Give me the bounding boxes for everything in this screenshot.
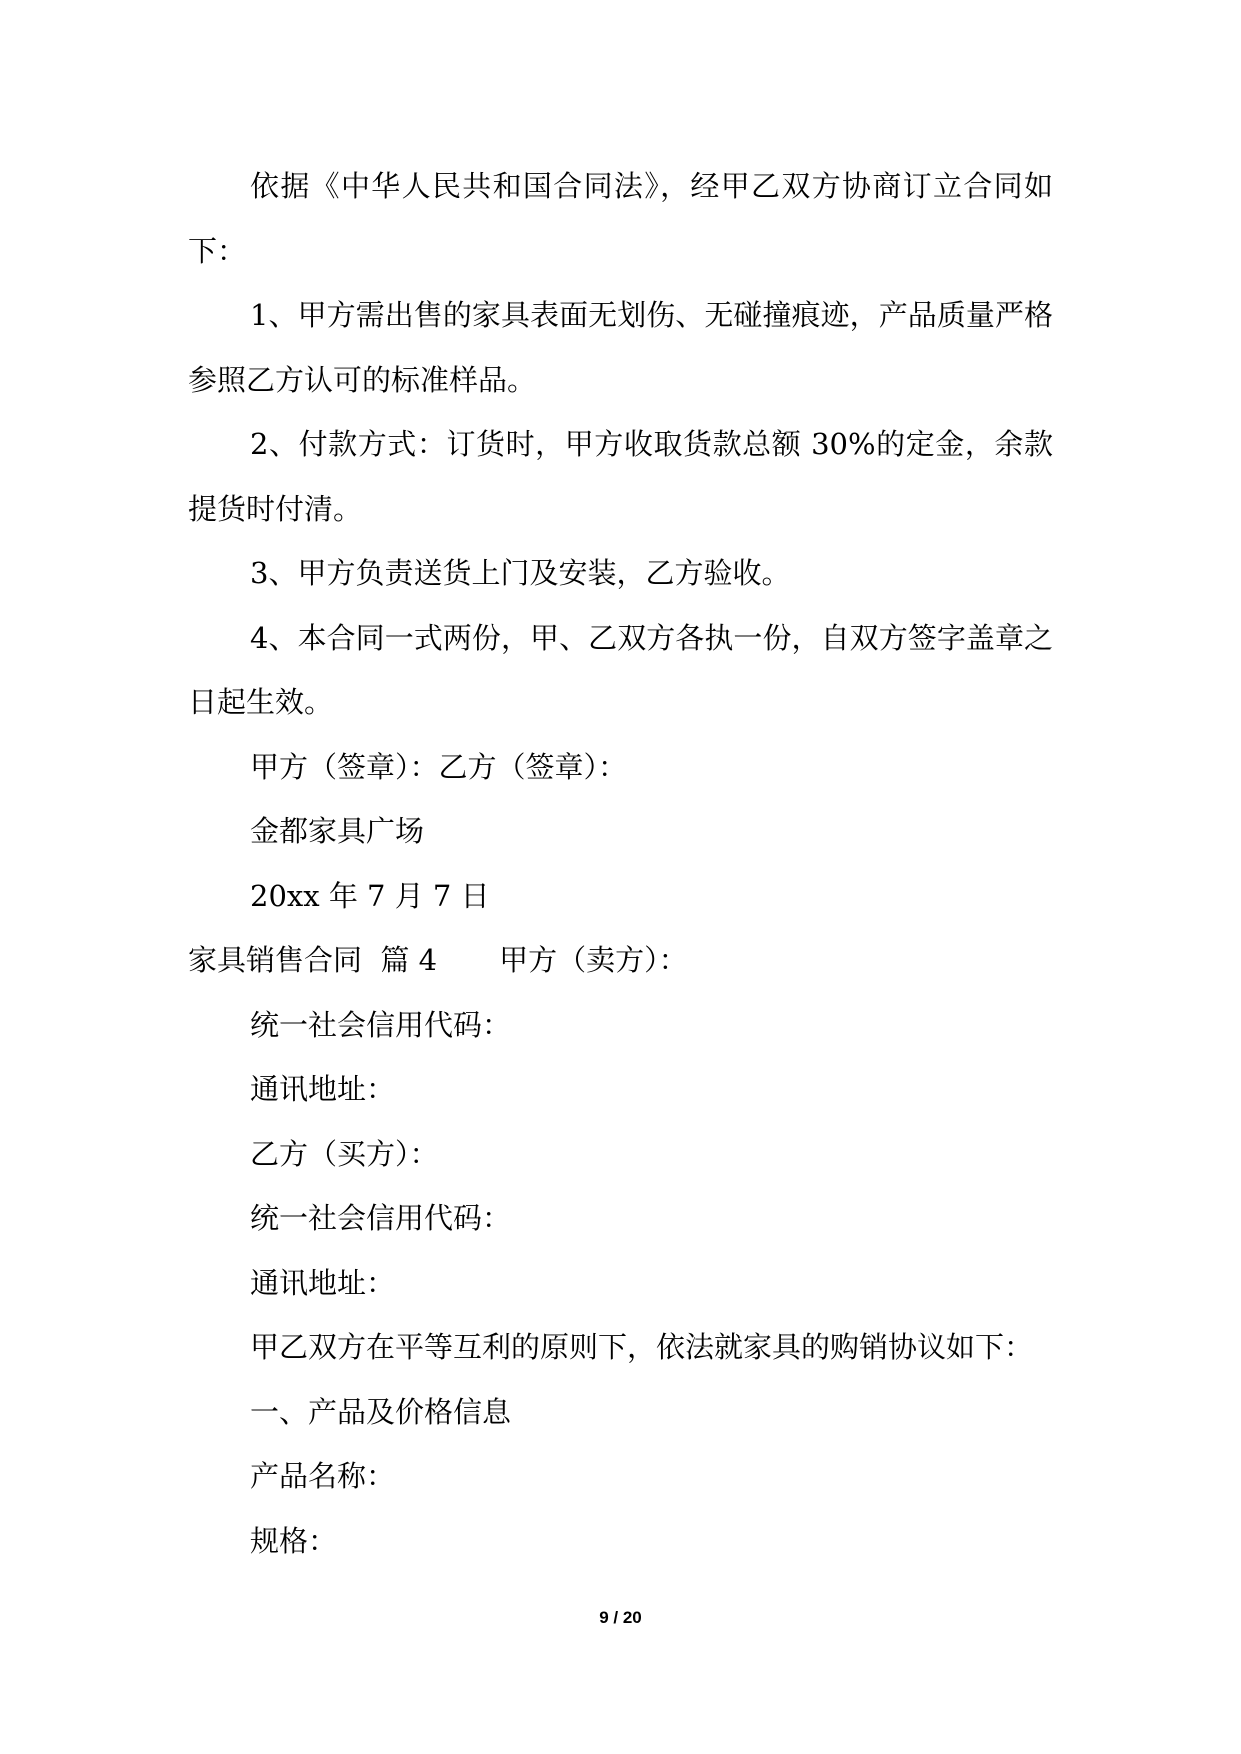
- page-number: 9 / 20: [599, 1608, 642, 1627]
- contract-date: 20xx 年 7 月 7 日: [250, 878, 490, 913]
- product-name-field: 产品名称：: [250, 1459, 396, 1493]
- seller-name: 金都家具广场: [250, 814, 425, 848]
- buyer-credit-code-field: 统一社会信用代码：: [250, 1201, 512, 1235]
- intro-paragraph: 依据《中华人民共和国合同法》，经甲乙双方协商订立合同如下：: [188, 169, 1053, 268]
- section-title: 家具销售合同 篇 4: [188, 943, 438, 977]
- buyer-field: 乙方（买方）：: [250, 1136, 439, 1171]
- clause-1-paragraph: 1、甲方需出售的家具表面无划伤、无碰撞痕迹，产品质量严格参照乙方认可的标准样品。: [188, 298, 1053, 397]
- seller-address-field: 通讯地址：: [250, 1072, 396, 1106]
- product-section-heading: 一、产品及价格信息: [250, 1394, 512, 1429]
- section-heading: [188, 928, 1053, 993]
- seller-credit-code-field: 统一社会信用代码：: [250, 1007, 512, 1042]
- buyer-address-field: 通讯地址：: [250, 1265, 396, 1300]
- seller-field: 甲方（卖方）：: [499, 943, 688, 977]
- agreement-intro: 甲乙双方在平等互利的原则下，依法就家具的购销协议如下：: [250, 1330, 1034, 1364]
- signature-line: 甲方（签章）：乙方（签章）：: [250, 749, 628, 784]
- clause-3-paragraph: 3、甲方负责送货上门及安装，乙方验收。: [250, 556, 791, 590]
- specification-field: 规格：: [250, 1523, 338, 1558]
- clause-4-paragraph: 4、本合同一式两份，甲、乙双方各执一份，自双方签字盖章之日起生效。: [188, 620, 1053, 719]
- clause-2-paragraph: 2、付款方式：订货时，甲方收取货款总额 30%的定金，余款提货时付清。: [188, 427, 1053, 526]
- document-body: [188, 154, 1053, 1573]
